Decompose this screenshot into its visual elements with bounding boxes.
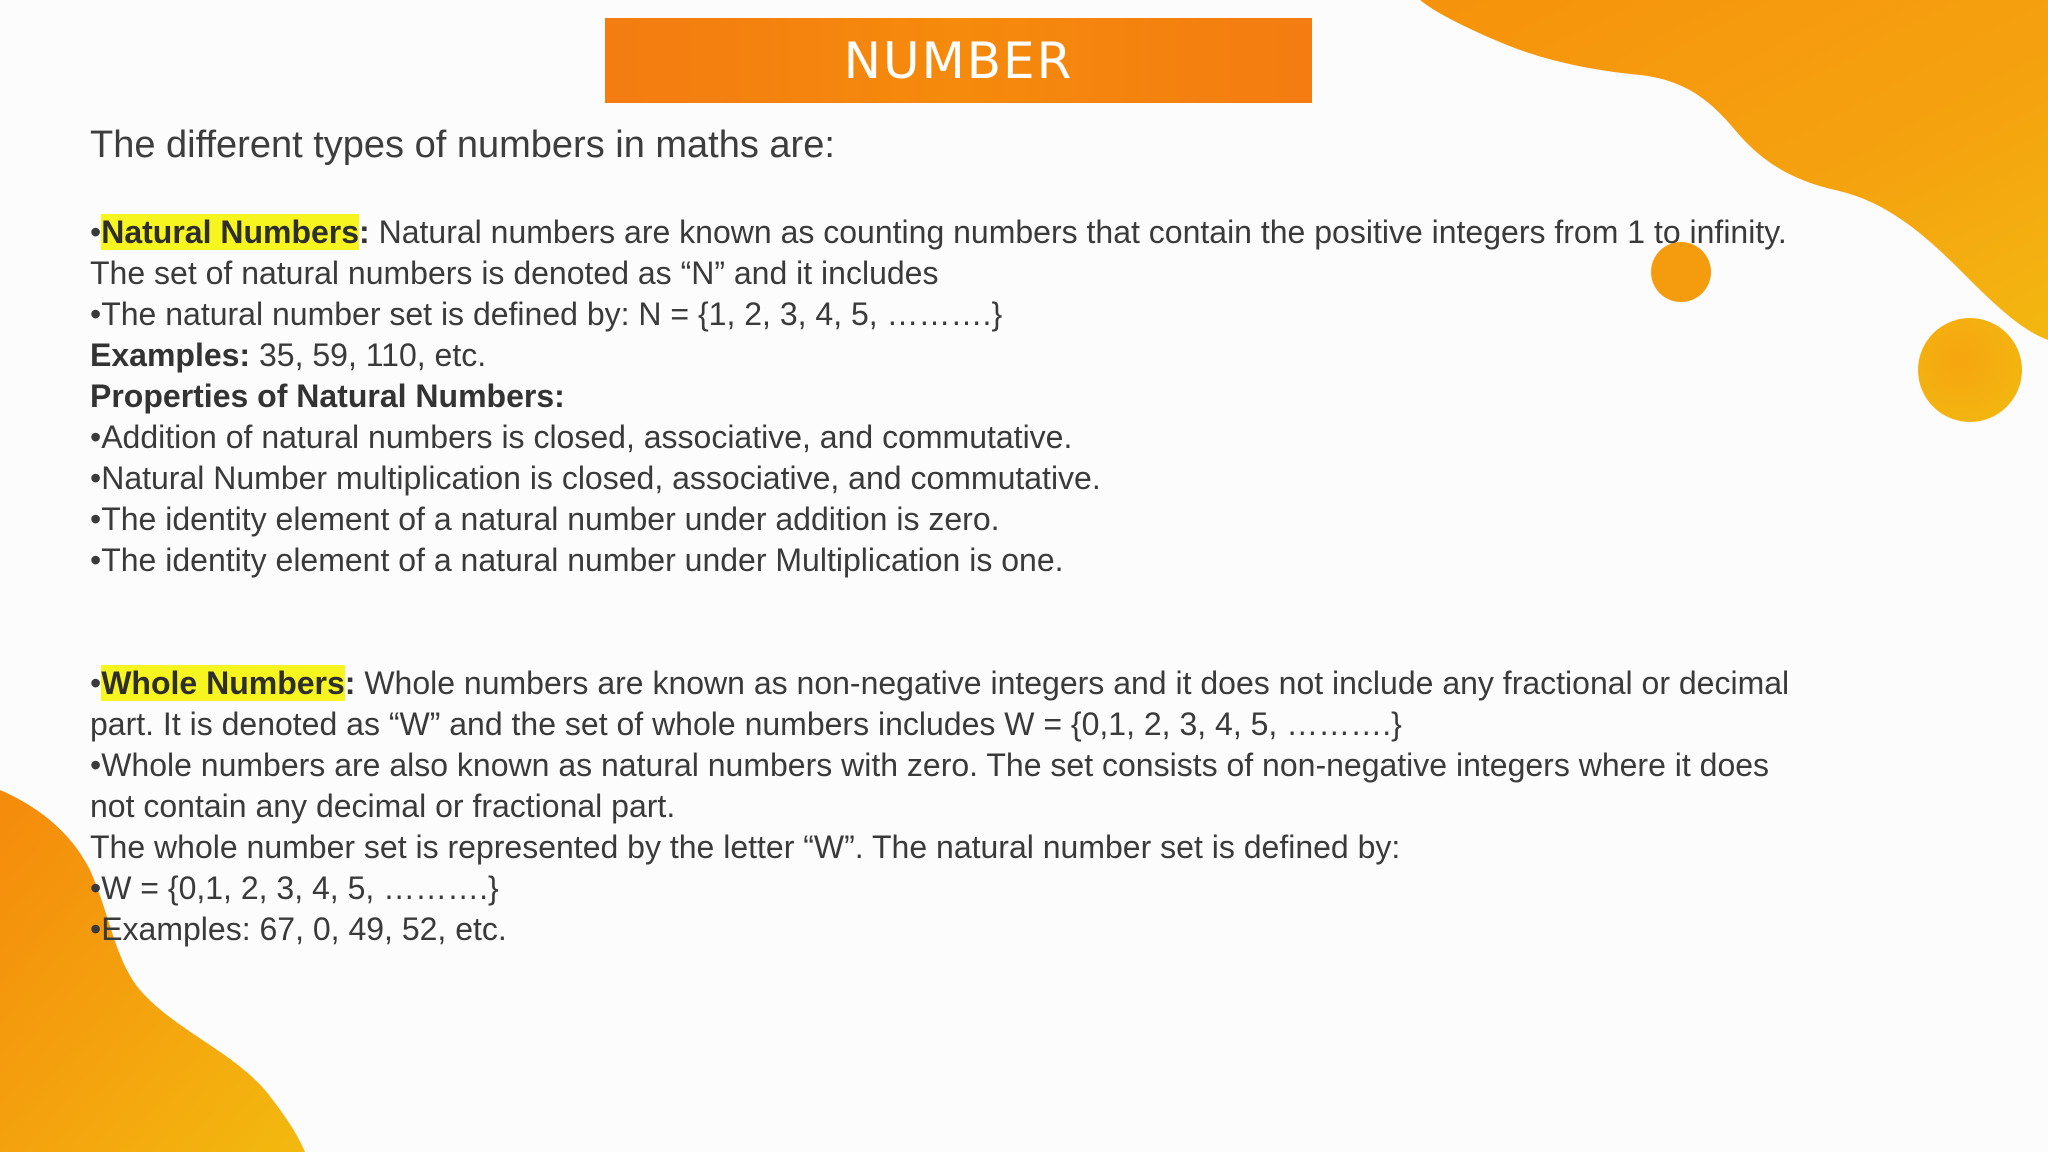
slide-title: NUMBER [843,31,1074,90]
natural-bullet: • [90,214,102,250]
small-dot-yellow [1918,318,2022,422]
whole-numbers-term: Whole Numbers [101,665,345,701]
natural-examples-line [90,335,1930,376]
whole-text-line: part. It is denoted as “W” and the set of whole numbers includes W = {0,1, 2, 3, 4, 5, ……….} [90,706,1402,742]
whole-text-line: not contain any decimal or fractional part. [90,788,676,824]
whole-definition: Whole numbers are known as non-negative integers and it does not include any fractional or decimal [355,665,1790,701]
content-body [90,212,1930,950]
natural-definition: Natural numbers are known as counting numbers that contain the positive integers from 1 to infinity. [369,214,1787,250]
properties-heading: Properties of Natural Numbers: [90,378,565,414]
whole-examples-line: •Examples: 67, 0, 49, 52, etc. [90,911,507,947]
natural-colon: : [359,214,370,250]
whole-definition-line [90,663,1930,704]
whole-set-line: •W = {0,1, 2, 3, 4, 5, ……….} [90,870,499,906]
examples-label: Examples: [90,337,251,373]
property-item: •The identity element of a natural number under Multiplication is one. [90,542,1064,578]
property-item: •Natural Number multiplication is closed, associative, and commutative. [90,460,1101,496]
whole-text-line: The whole number set is represented by the letter “W”. The natural number set is defined by: [90,829,1401,865]
intro-text: The different types of numbers in maths are: [90,124,835,166]
property-item: •The identity element of a natural number under addition is zero. [90,501,1000,537]
whole-text-line: •Whole numbers are also known as natural numbers with zero. The set consists of non-negative integers where it does [90,747,1770,783]
natural-definition-line [90,212,1930,253]
whole-bullet: • [90,665,102,701]
natural-set-defined-line: •The natural number set is defined by: N = {1, 2, 3, 4, 5, ……….} [90,296,1003,332]
examples-value: 35, 59, 110, etc. [250,337,487,373]
natural-set-denoted-line: The set of natural numbers is denoted as “N” and it includes [90,255,939,291]
natural-numbers-term: Natural Numbers [101,214,360,250]
section-spacer [90,581,1930,663]
title-banner [605,18,1312,103]
whole-colon: : [344,665,356,701]
property-item: •Addition of natural numbers is closed, associative, and commutative. [90,419,1073,455]
